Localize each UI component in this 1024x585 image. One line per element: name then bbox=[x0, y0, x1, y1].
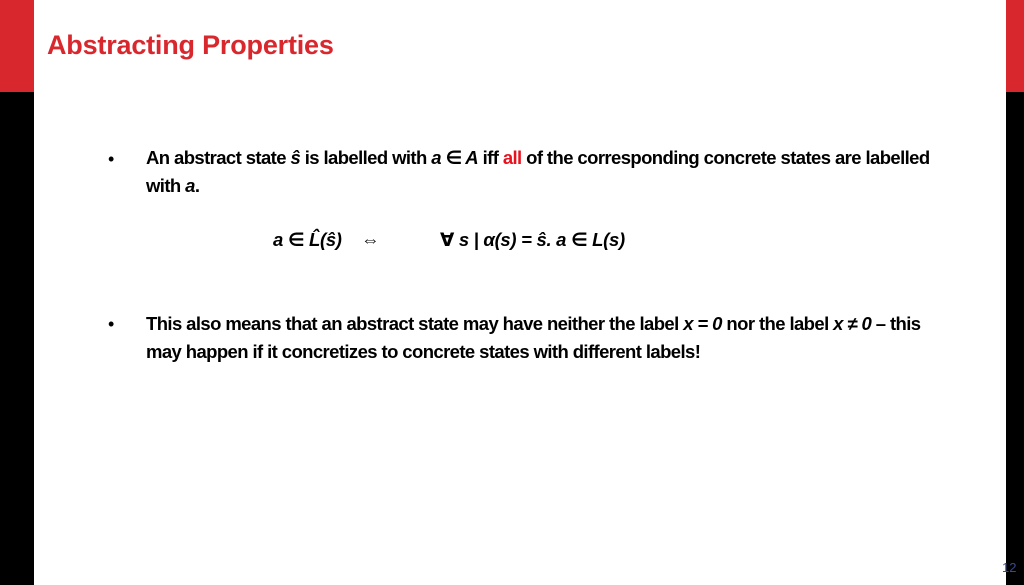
bullet-marker-2: • bbox=[108, 314, 115, 334]
formula-iff-symbol: ⇔ bbox=[361, 229, 380, 250]
left-red-accent-bar bbox=[0, 0, 34, 92]
x-not-equals-0-math: x ≠ 0 bbox=[833, 313, 872, 334]
bullet-marker-1: • bbox=[108, 149, 115, 169]
all-emphasis: all bbox=[502, 147, 522, 168]
bullet-text-1: An abstract state ŝ is labelled with a ∈ A iff all of the corresponding concrete states are labelled with a. bbox=[146, 147, 930, 196]
abstract-state-symbol: ŝ bbox=[290, 147, 301, 168]
label-a-math: a bbox=[185, 175, 195, 196]
slide-canvas bbox=[34, 0, 1006, 585]
a-in-A-math: a ∈ A bbox=[431, 147, 479, 168]
x-equals-0-math: x = 0 bbox=[683, 313, 722, 334]
formula-rhs: ∀ s | α(s) = ŝ. a ∈ L(s) bbox=[440, 229, 625, 250]
right-red-accent-bar bbox=[1006, 0, 1024, 92]
slide-title: Abstracting Properties bbox=[47, 30, 334, 60]
bullet-text-2: This also means that an abstract state may have neither the label x = 0 nor the label x ≠ 0 – this may happen if it concretizes to concrete states with different labels! bbox=[146, 313, 921, 362]
formula-lhs: a ∈ L̂(ŝ) bbox=[273, 229, 342, 250]
page-number: 12 bbox=[1002, 560, 1017, 575]
